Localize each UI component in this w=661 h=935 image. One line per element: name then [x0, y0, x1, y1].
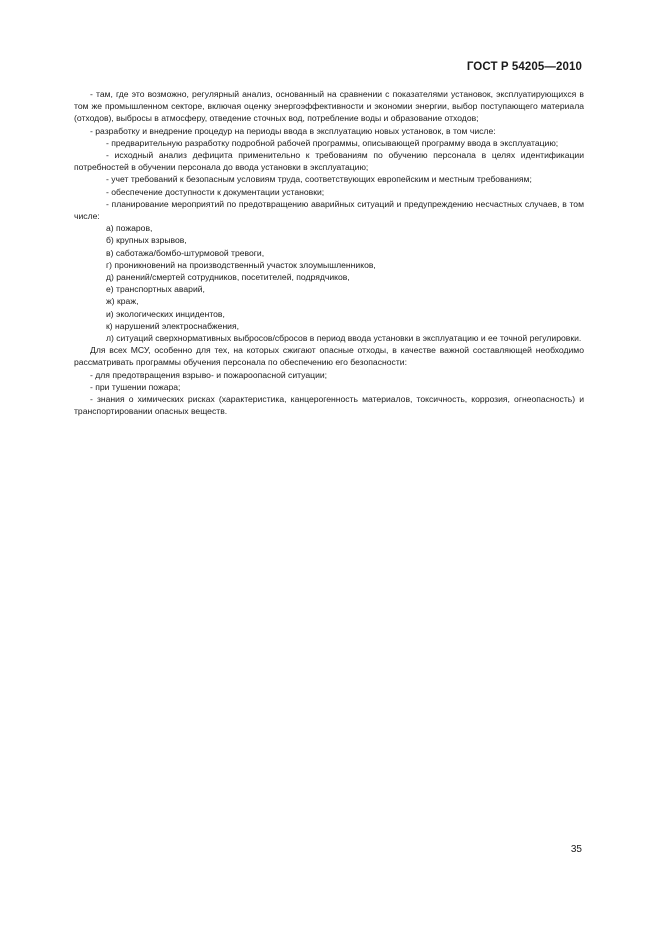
list-item: ж) краж, [106, 296, 139, 307]
paragraph: - знания о химических рисках (характеристика, канцерогенность материалов, токсичность, коррозия, огнеопасность) и транспортировании опасных веществ. [74, 394, 584, 417]
paragraph: - исходный анализ дефицита применительно к требованиям по обучению персонала в целях идентификации потребностей в обучении персонала до ввода установки в эксплуатацию; [74, 150, 584, 173]
list-item: к) нарушений электроснабжения, [106, 320, 240, 331]
paragraph: - при тушении пожара; [90, 381, 181, 392]
list-item: а) пожаров, [106, 223, 153, 234]
list-item: и) экологических инцидентов, [106, 308, 225, 319]
paragraph: - разработку и внедрение процедур на периоды ввода в эксплуатацию новых установок, в том числе: [90, 125, 496, 136]
paragraph: - для предотвращения взрыво- и пожароопасной ситуации; [90, 369, 328, 380]
document-header [467, 61, 582, 73]
list-item: в) саботажа/бомбо-штурмовой тревоги, [106, 247, 265, 258]
list-item: б) крупных взрывов, [106, 235, 187, 246]
document-body [74, 88, 584, 417]
paragraph: - планирование мероприятий по предотвращению аварийных ситуаций и предупреждению несчастных случаев, в том числе: [74, 198, 584, 222]
paragraph: - предварительную разработку подробной рабочей программы, описывающей программу ввода в эксплуатацию; [106, 137, 559, 148]
paragraph: - учет требований к безопасным условиям труда, соответствующих европейским и местным требованиям; [106, 174, 532, 185]
paragraph: - там, где это возможно, регулярный анализ, основанный на сравнении с показателями установок, эксплуатирующихся в том же промышленном секторе, включая оценку энергоэффективности и экономии энергии, выбор поступающего материала (отходов), выбросы в атмосферу, отведение сточных вод, потребление воды и образование отходов; [74, 89, 584, 124]
list-item: г) проникновений на производственный участок злоумышленников, [106, 259, 376, 270]
paragraph: - обеспечение доступности к документации установки; [106, 186, 325, 197]
list-item: л) ситуаций сверхнормативных выбросов/сбросов в период ввода установки в эксплуатацию и ее точной регулировки. [106, 333, 582, 344]
paragraph: Для всех МСУ, особенно для тех, на которых сжигают опасные отходы, в качестве важной составляющей необходимо рассматривать программы обучения персонала по обеспечению его безопасности: [74, 345, 584, 368]
list-item: д) ранений/смертей сотрудников, посетителей, подрядчиков, [106, 272, 350, 283]
list-item: е) транспортных аварий, [106, 284, 205, 295]
page-number: 35 [570, 844, 582, 855]
document-id: ГОСТ Р 54205—2010 [466, 61, 582, 73]
